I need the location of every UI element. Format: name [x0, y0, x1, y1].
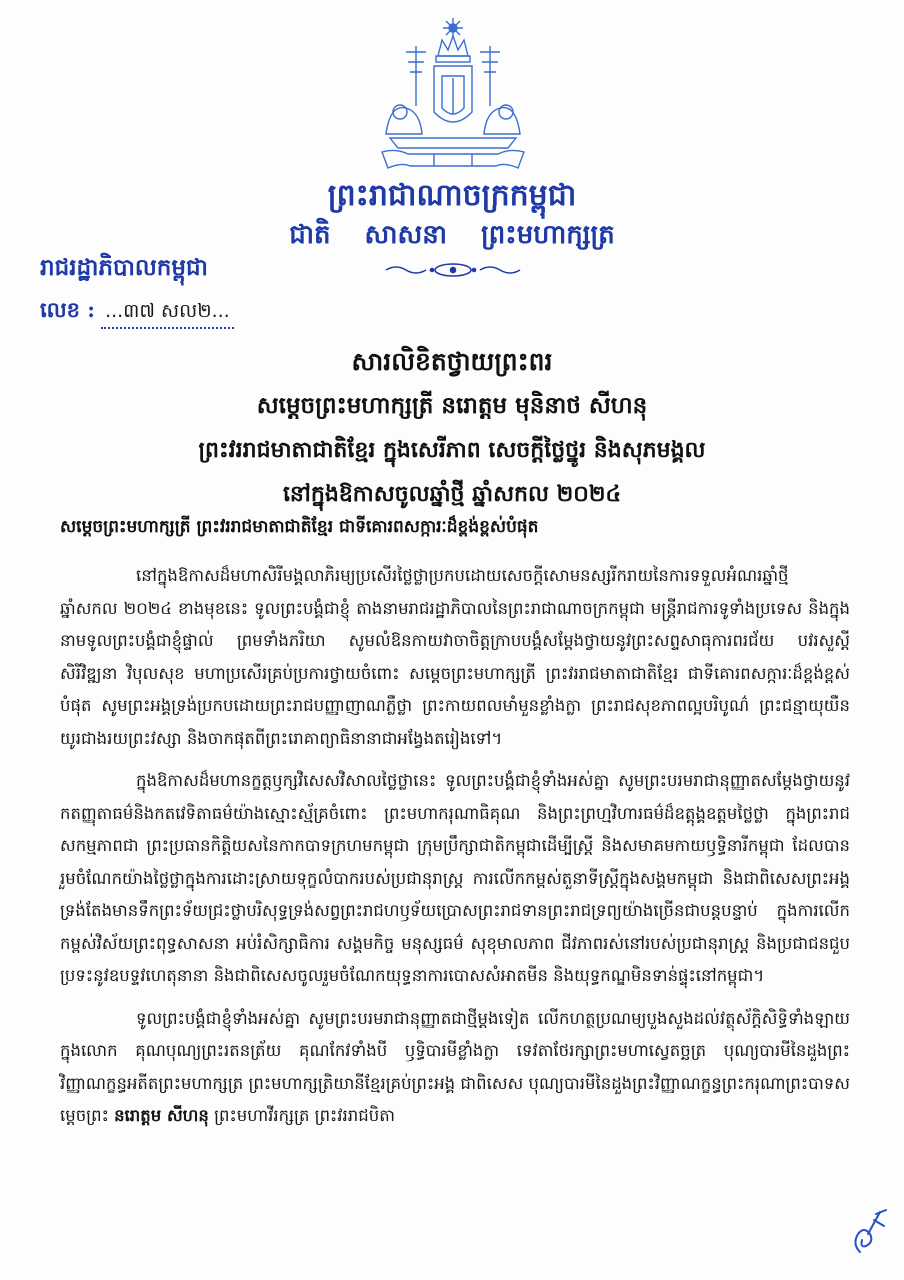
issuing-government: រាជរដ្ឋាភិបាលកម្ពុជា	[40, 254, 208, 281]
motto-nation: ជាតិ	[289, 220, 331, 250]
reference-number	[40, 294, 234, 329]
handwritten-initials-icon	[846, 1204, 890, 1258]
paragraph-3	[60, 1003, 850, 1133]
title-line-1: សារលិខិតថ្វាយព្រះពរ	[351, 347, 553, 376]
reference-label: លេខ :	[40, 297, 96, 322]
paragraph-3-name: នរោត្តម សីហនុ	[114, 1106, 209, 1125]
letter-body	[60, 560, 850, 1143]
title-line-4: នៅក្នុងឱកាសចូលឆ្នាំថ្មី ឆ្នាំសកល ២០២៤	[282, 481, 622, 507]
paragraph-3-end: ព្រះមហាវីរក្សត្រ ព្រះវររាជបិតា	[214, 1106, 395, 1125]
kingdom-name: ព្រះរាជាណាចក្រកម្ពុជា	[327, 178, 577, 213]
motto-religion: សាសនា	[364, 220, 448, 250]
royal-coat-of-arms-icon	[376, 16, 530, 172]
motto-king: ព្រះមហាក្សត្រ	[481, 220, 615, 250]
title-line-2: សម្តេចព្រះមហាក្សត្រី នរោត្តម មុនិនាថ សីហនុ	[256, 392, 648, 419]
paragraph-2: ក្នុងឱកាសដ៏មហានក្ខត្តឫក្សវិសេសវិសាលថ្លៃថ្លានេះ ទូលព្រះបង្គំជាខ្ញុំទាំងអស់គ្នា សូមព្រះបរមរាជានុញ្ញាតសម្តែងថ្វាយនូវកតញ្ញុតាធម៌និងកតវេទិតាធម៌យ៉ាងស្មោះស្ម័គ្រចំពោះ ព្រះមហាករុណាធិគុណ និងព្រះព្រហ្មវិហារធម៌ដ៏ឧត្តុង្គឧត្តមថ្លៃថ្លា ក្នុងព្រះរាជសកម្មភាពជា ព្រះប្រធានកិត្តិយសនៃកាកបាទក្រហមកម្ពុជា ក្រុមប្រឹក្សាជាតិកម្ពុជាដើម្បីស្ត្រី និងសមាគមកាយឫទ្ធិនារីកម្ពុជា ដែលបានរួមចំណែកយ៉ាងថ្លៃថ្លាក្នុងការដោះស្រាយទុក្ខលំបាករបស់ប្រជានុរាស្ត្រ ការលើកកម្ពស់តួនាទីស្ត្រីក្នុងសង្គមកម្ពុជា និងជាពិសេសព្រះអង្គទ្រង់តែងមានទឹកព្រះទ័យជ្រះថ្លាបរិសុទ្ធទ្រង់សព្វព្រះរាជហឫទ័យប្រោសព្រះរាជទានព្រះរាជទ្រព្យយ៉ាងច្រើនជាបន្តបន្ទាប់ ក្នុងការលើកកម្ពស់វិស័យព្រះពុទ្ធសាសនា អប់រំសិក្សាធិការ សង្គមកិច្ច មនុស្សធម៌ សុខុមាលភាព ជីវភាពរស់នៅរបស់ប្រជានុរាស្ត្រ និងប្រជាជនជួបប្រទះនូវឧបទ្ទវហេតុនានា និងជាពិសេសចូលរួមចំណែកយុទ្ធនាការបោសសំអាតមីន និងយុទ្ធកណ្ឌមិនទាន់ផ្ទុះនៅកម្ពុជា។	[60, 771, 850, 985]
salutation: សម្តេចព្រះមហាក្សត្រី ព្រះវររាជមាតាជាតិខ្មែរ ជាទីគោរពសក្ការៈដ៏ខ្ពង់ខ្ពស់បំផុត	[60, 517, 539, 537]
national-motto	[250, 218, 654, 252]
paragraph-1: នៅក្នុងឱកាសដ៏មហាសិរីមង្គលាភិរម្យប្រសើរថ្លៃថ្លាប្រកបដោយសេចក្តីសោមនស្សរីករាយនៃការទទួលអំណរឆ្នាំថ្មី ឆ្នាំសកល ២០២៤ ខាងមុខនេះ ទូលព្រះបង្គំជាខ្ញុំ តាងនាមរាជរដ្ឋាភិបាលនៃព្រះរាជាណាចក្រកម្ពុជា មន្ត្រីរាជការទូទាំងប្រទេស និងក្នុងនាមទូលព្រះបង្គំជាខ្ញុំផ្ទាល់ ព្រមទាំងភរិយា សូមលំឱនកាយវាចាចិត្តក្រាបបង្គំសម្តែងថ្វាយនូវព្រះសព្ទសាធុការពរជ័យ បវរសួស្តី សិរីវិឌ្ឍនា វិបុលសុខ មហាប្រសើរគ្រប់ប្រការថ្វាយចំពោះ សម្តេចព្រះមហាក្សត្រី ព្រះវររាជមាតាជាតិខ្មែរ ជាទីគោរពសក្ការៈដ៏ខ្ពង់ខ្ពស់បំផុត សូមព្រះអង្គទ្រង់ប្រកបដោយព្រះរាជបញ្ញាញាណភ្លឺថ្លា ព្រះកាយពលមាំមួនខ្លាំងក្លា ព្រះរាជសុខភាពល្អបរិបូណ៌ ព្រះជន្មាយុយឺនយូរជាងរយព្រះវស្សា និងចាកផុតពីព្រះរោគាព្យាធិនានាជាអង្វែងតរៀងទៅ។	[60, 566, 850, 748]
reference-value: ...៣៧ សល២...	[101, 295, 234, 329]
letter-title	[60, 340, 844, 516]
decorative-divider-icon	[376, 260, 530, 280]
title-line-3: ព្រះវររាជមាតាជាតិខ្មែរ ក្នុងសេរីភាព សេចក្តីថ្លៃថ្នូរ និងសុភមង្គល	[198, 437, 706, 463]
paragraph-3-start: ទូលព្រះបង្គំជាខ្ញុំទាំងអស់គ្នា សូមព្រះបរមរាជានុញ្ញាតជាថ្មីម្តងទៀត លើកហត្ថប្រណម្យបួងសួងដល់វត្ថុស័ក្តិសិទ្ធិទាំងឡាយក្នុងលោក គុណបុណ្យព្រះរតនត្រ័យ គុណកែវទាំងបី ឫទ្ធិបារមីខ្លាំងក្លា ទេវតាថែរក្សាព្រះមហាស្វេតច្ឆត្រ បុណ្យបារមីនៃដួងព្រះវិញ្ញាណក្ខន្ធអតីតព្រះមហាក្សត្រ ព្រះមហាក្សត្រិយានីខ្មែរគ្រប់ព្រះអង្គ ជាពិសេស បុណ្យបារមីនៃដួងព្រះវិញ្ញាណក្ខន្ធព្រះករុណាព្រះបាទសម្តេចព្រះ	[60, 1008, 850, 1125]
